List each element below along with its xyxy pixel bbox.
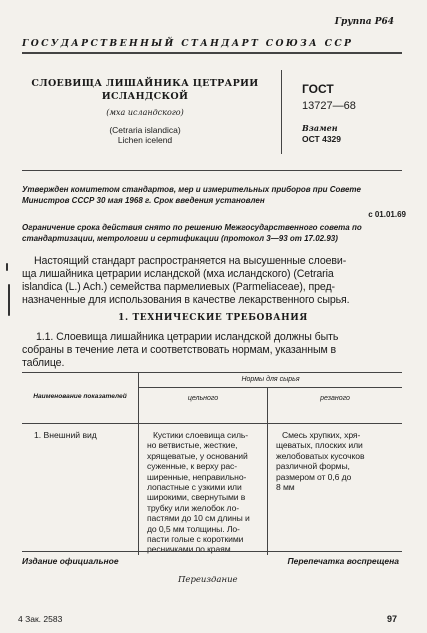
whole-line: пасти голые с короткими [147,534,244,545]
page-number: 97 [386,614,397,624]
row-whole-text [139,424,267,555]
cut-line: размером от 0,6 до [276,471,352,482]
org-title: ГОСУДАРСТВЕННЫЙ СТАНДАРТ СОЮЗА ССР [22,38,354,49]
section-paragraph [22,331,400,370]
intro-line: islandica (L.) Ach.) семейства пармелиевых (Parmeliaceae), пред- [22,281,335,293]
latin-line-2: Lichen icelend [117,135,173,145]
document-title [22,77,268,103]
whole-line: широкими, свернутыми в [147,492,246,503]
latin-name [22,125,268,145]
title-line-2: ИСЛАНДСКОЙ [101,91,189,102]
order-number: 4 Зак. 2583 [18,614,63,624]
approval-date: с 01.01.69 [368,210,406,219]
intro-line: ща лишайника цетрарии исландской (мха исландского) (Cetraria [22,268,334,280]
document-subtitle: (мха исландского) [106,108,184,117]
whole-line: трубку или желобок ло- [147,502,240,513]
col-header-norms [139,373,403,388]
title-divider [281,70,282,154]
group-code: Группа Р64 [334,17,394,27]
cut-line: щеватых, плоских или [276,440,363,451]
whole-line: ширенные, неправильно- [147,471,247,482]
gost-label: ГОСТ [302,82,334,96]
title-rule [22,170,402,171]
limit-line-1: Ограничение срока действия снято по решению Межгосударственного совета по [22,223,362,232]
limit-text [22,222,406,244]
row-whole-cell [139,424,268,555]
reprint-notice: Перепечатка воспрещена [287,556,399,566]
approval-line-2: Министров СССР 30 мая 1968 г. Срок введения установлен [22,196,265,205]
section-line: таблице. [22,357,65,369]
footer-rule [22,551,402,552]
intro-line: назначенные для использования в качестве лекарственного сырья. [22,294,350,306]
table-row [22,424,402,555]
row-name-cell [22,424,139,555]
intro-paragraph [22,255,400,307]
margin-mark [8,284,10,316]
whole-line: суженные, к верху рас- [147,461,238,472]
approval-line-1: Утвержден комитетом стандартов, мер и измерительных приборов при Совете [22,185,361,194]
cut-line: различной формы, [276,461,350,472]
col-header-norms-text: Нормы для сырья [241,376,300,383]
gost-number: 13727—68 [302,100,356,112]
latin-line-1: (Cetraria islandica) [109,125,181,135]
limit-line-2: стандартизации, метрологии и сертификации (протокол 3—93 от 17.02.93) [22,234,338,243]
section-line: собраны в течение лета и соответствовать нормам, указанным в [22,344,337,356]
col-header-name [22,373,139,424]
whole-line: Кустики слоевища силь- [153,430,249,440]
whole-line: ресничками по краям. [147,544,233,555]
cut-line: Смесь хрупких, хря- [282,430,361,440]
row-cut-text [268,424,402,492]
col-header-cut [268,388,403,424]
requirements-table [22,372,402,555]
replaces-label: Взамен [302,123,338,133]
whole-line: лопастные с узкими или [147,482,242,493]
whole-line: но ветвистые, жесткие, [147,440,238,451]
approval-text [22,184,406,220]
section-line: 1.1. Слоевища лишайника цетрарии исландской должны быть [36,331,339,343]
replaces-value: ОСТ 4329 [302,134,342,144]
cut-line: 8 мм [276,482,295,493]
whole-line: хрящеватые, у оснований [147,450,248,461]
col-header-cut-text: резаного [320,395,350,403]
col-header-name-text: Наименование показателей [33,393,127,400]
cut-line: желобоватых кусочков [276,450,365,461]
header-rule [22,52,402,54]
col-header-whole-text: цельного [187,395,219,403]
whole-line: пастями до 10 см длины и [147,513,250,524]
section-title: 1. ТЕХНИЧЕСКИЕ ТРЕБОВАНИЯ [118,313,308,323]
intro-line: Настоящий стандарт распространяется на высушенные слоеви- [34,255,347,267]
row-cut-cell [268,424,403,555]
official-edition: Издание официальное [22,556,119,566]
title-line-1: СЛОЕВИЩА ЛИШАЙНИКА ЦЕТРАРИИ [31,78,259,89]
row-name: 1. Внешний вид [34,430,97,440]
col-header-whole [139,388,268,424]
whole-line: до 0,5 мм толщины. Ло- [147,523,240,534]
reissue-label: Переиздание [178,575,238,585]
margin-mark [6,263,8,271]
